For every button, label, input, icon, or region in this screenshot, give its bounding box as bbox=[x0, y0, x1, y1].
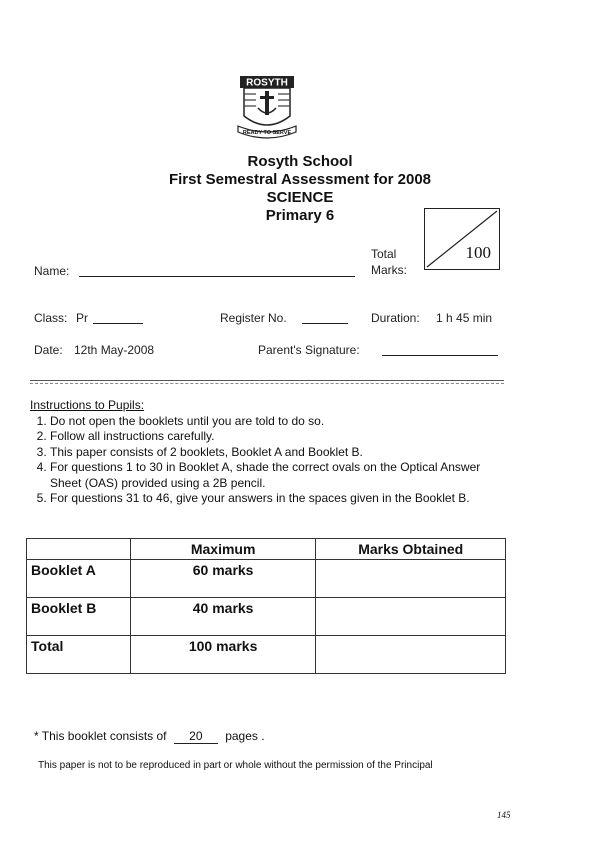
table-header-cell bbox=[27, 539, 131, 560]
pages-count: 20 bbox=[174, 729, 218, 744]
signature-field[interactable] bbox=[382, 355, 498, 356]
svg-text:READY TO SERVE: READY TO SERVE bbox=[242, 130, 292, 136]
assessment-title: First Semestral Assessment for 2008 bbox=[168, 171, 432, 188]
date-value: 12th May-2008 bbox=[74, 343, 155, 357]
duration-label: Duration: bbox=[371, 311, 420, 325]
page-number: 145 bbox=[497, 810, 511, 820]
table-header-cell: Marks Obtained bbox=[316, 539, 506, 560]
register-field[interactable] bbox=[302, 323, 348, 324]
instructions-list bbox=[30, 414, 510, 507]
class-label: Class: bbox=[34, 311, 68, 325]
class-field[interactable] bbox=[93, 323, 143, 324]
row-max: 60 marks bbox=[130, 560, 316, 598]
pages-prefix: * This booklet consists of bbox=[34, 729, 167, 743]
pages-note bbox=[34, 729, 265, 744]
separator-line-2 bbox=[30, 383, 504, 384]
row-max: 100 marks bbox=[130, 636, 316, 674]
name-label: Name: bbox=[34, 264, 70, 278]
total-marks-value: 100 bbox=[465, 243, 491, 262]
subject-title: SCIENCE bbox=[266, 189, 334, 206]
register-label: Register No. bbox=[220, 311, 287, 325]
instruction-item: 5. For questions 31 to 46, give your answers in the spaces given in the Booklet B. bbox=[50, 491, 510, 507]
name-field[interactable] bbox=[79, 276, 355, 277]
instruction-item: 1. Do not open the booklets until you are told to do so. bbox=[50, 414, 510, 430]
row-obtained[interactable] bbox=[316, 560, 506, 598]
total-marks-box bbox=[424, 208, 500, 270]
marks-table bbox=[26, 538, 506, 674]
row-obtained[interactable] bbox=[316, 598, 506, 636]
instructions bbox=[30, 398, 510, 507]
class-prefix: Pr bbox=[76, 311, 88, 325]
instructions-title: Instructions to Pupils: bbox=[30, 398, 145, 412]
row-label: Booklet A bbox=[27, 560, 131, 598]
instruction-item: 2. Follow all instructions carefully. bbox=[50, 429, 510, 445]
school-name: Rosyth School bbox=[247, 153, 353, 170]
table-row bbox=[27, 636, 506, 674]
table-header-cell: Maximum bbox=[130, 539, 316, 560]
row-label: Booklet B bbox=[27, 598, 131, 636]
total-marks-label-line1: Total bbox=[371, 247, 397, 261]
separator-line bbox=[30, 380, 504, 381]
copyright-notice: This paper is not to be reproduced in part or whole without the permission of the Principal bbox=[38, 760, 433, 771]
table-header-row bbox=[27, 539, 506, 560]
svg-text:ROSYTH: ROSYTH bbox=[246, 77, 288, 89]
duration-value: 1 h 45 min bbox=[436, 311, 493, 325]
instruction-item: 3. This paper consists of 2 booklets, Booklet A and Booklet B. bbox=[50, 445, 510, 461]
school-crest-logo bbox=[234, 74, 300, 144]
date-label: Date: bbox=[34, 343, 63, 357]
row-max: 40 marks bbox=[130, 598, 316, 636]
row-label: Total bbox=[27, 636, 131, 674]
instruction-item: 4. For questions 1 to 30 in Booklet A, shade the correct ovals on the Optical Answer Sheet (OAS) provided using a 2B pencil. bbox=[50, 460, 510, 491]
table-row bbox=[27, 560, 506, 598]
pages-suffix: pages . bbox=[225, 729, 265, 743]
level-title: Primary 6 bbox=[265, 207, 335, 224]
table-row bbox=[27, 598, 506, 636]
total-marks-label-line2: Marks: bbox=[371, 263, 407, 277]
signature-label: Parent's Signature: bbox=[258, 343, 360, 357]
row-obtained[interactable] bbox=[316, 636, 506, 674]
